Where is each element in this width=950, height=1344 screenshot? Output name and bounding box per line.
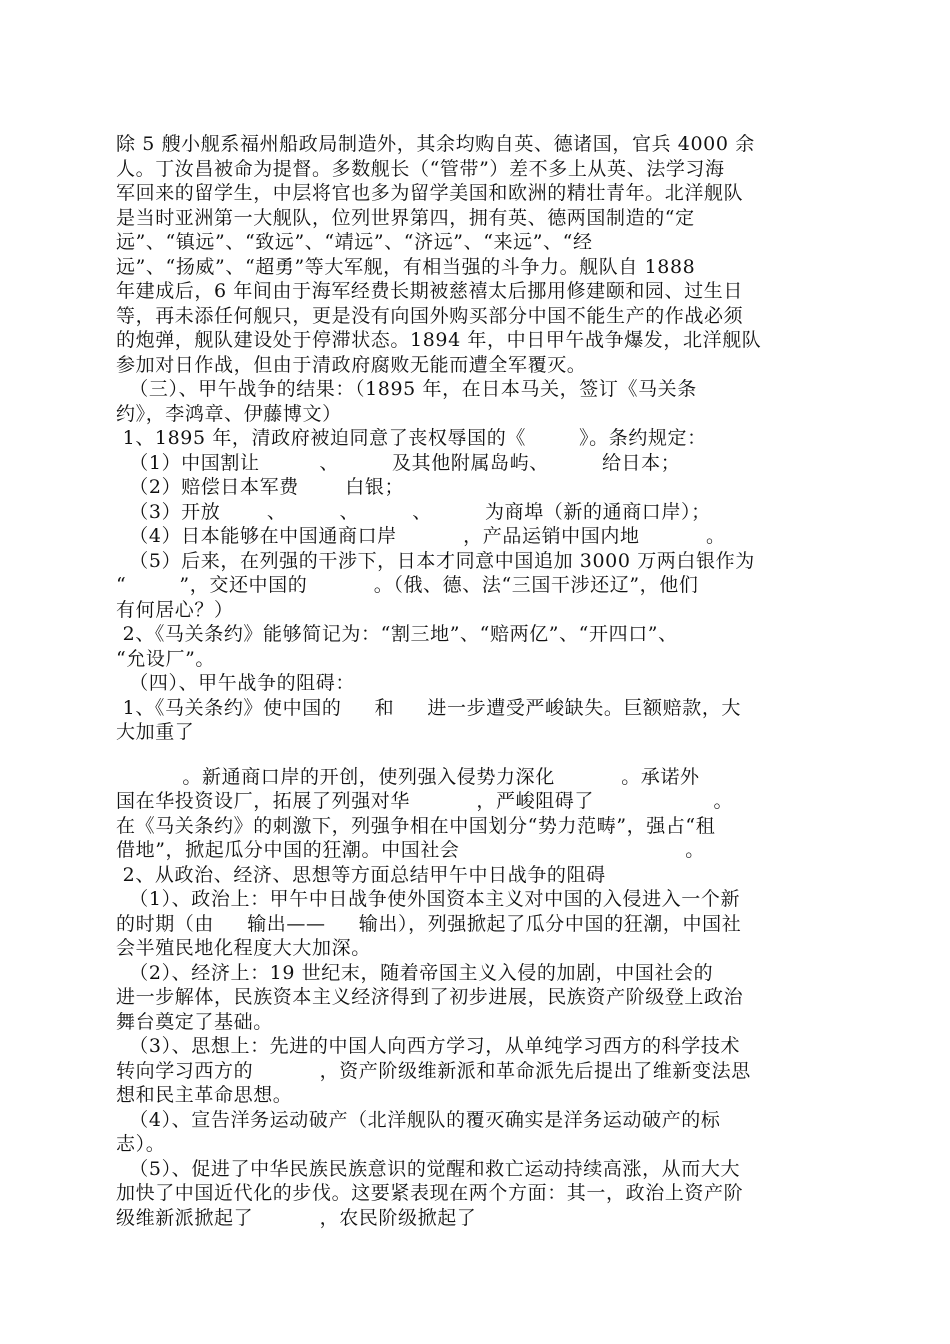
text-line: 等，再未添任何舰只，更是没有向国外购买部分中国不能生产的作战必须 xyxy=(116,304,744,327)
text-line: （3）、思想上：先进的中国人向西方学习，从单纯学习西方的科学技术 xyxy=(116,1035,741,1057)
text-line: 远”、“镇远”、“致远”、“靖远”、“济远”、“来远”、“经 xyxy=(116,231,593,253)
text-line: （1）中国割让 、 及其他附属岛屿、 给日本； xyxy=(116,451,681,474)
text-line: 1、1895 年，清政府被迫同意了丧权辱国的《 》。条约规定： xyxy=(116,427,707,449)
text-line: 进一步解体，民族资本主义经济得到了初步进展，民族资产阶级登上政治 xyxy=(116,986,744,1008)
text-line: 的炮弹，舰队建设处于停滞状态。1894 年，中日甲午战争爆发，北洋舰队 xyxy=(116,329,762,351)
text-line: “允设厂”。 xyxy=(116,647,216,670)
text-line: 有何居心？） xyxy=(116,598,234,621)
text-line: 军回来的留学生，中层将官也多为留学美国和欧洲的精壮青年。北洋舰队 xyxy=(116,182,744,204)
text-line: （5）后来，在列强的干涉下，日本才同意中国追加 3000 万两白银作为 xyxy=(116,549,755,572)
text-line: 加快了中国近代化的步伐。这要紧表现在两个方面：其一，政治上资产阶 xyxy=(116,1182,744,1204)
text-line: 2、《马关条约》能够简记为：“割三地”、“赔两亿”、“开四口”、 xyxy=(116,623,678,645)
text-line: 约》，李鸿章、伊藤博文） xyxy=(116,402,342,425)
text-line: 借地”，掀起瓜分中国的狂潮。中国社会 。 xyxy=(116,839,705,861)
line-gap xyxy=(116,745,836,765)
text-line: （三）、甲午战争的结果：（1895 年，在日本马关，签订《马关条 xyxy=(116,378,697,400)
text-line: （2）、经济上：19 世纪末，随着帝国主义入侵的加剧，中国社会的 xyxy=(116,961,714,984)
document-page xyxy=(116,132,836,1230)
text-line: 国在华投资设厂，拓展了列强对华 ，严峻阻碍了 。 xyxy=(116,790,734,812)
text-line: 参加对日作战，但由于清政府腐败无能而遭全军覆灭。 xyxy=(116,353,587,376)
text-line: 转向学习西方的 ，资产阶级维新派和革命派先后提出了维新变法思 xyxy=(116,1059,751,1082)
text-line: 在《马关条约》的刺激下，列强争相在中国划分“势力范畴”，强占“租 xyxy=(116,814,716,837)
text-line: （4）、宣告洋务运动破产（北洋舰队的覆灭确实是洋务运动破产的标 xyxy=(116,1108,721,1131)
text-line: 除 5 艘小舰系福州船政局制造外，其余均购自英、德诸国，官兵 4000 余 xyxy=(116,133,755,155)
text-line: 的时期（由 输出—— 输出），列强掀起了瓜分中国的狂潮，中国社 xyxy=(116,912,742,935)
text-line: （4）日本能够在中国通商口岸 ，产品运销中国内地 。 xyxy=(116,525,726,547)
text-line: 大加重了 xyxy=(116,721,195,743)
text-line: 级维新派掀起了 ，农民阶级掀起了 xyxy=(116,1206,477,1229)
text-line: 会半殖民地化程度大大加深。 xyxy=(116,937,371,959)
text-line: 年建成后，6 年间由于海军经费长期被慈禧太后挪用修建颐和园、过生日 xyxy=(116,280,743,302)
text-line: （1）、政治上：甲午中日战争使外国资本主义对中国的入侵进入一个新 xyxy=(116,888,741,910)
text-line: 志）。 xyxy=(116,1133,166,1155)
text-line: 是当时亚洲第一大舰队，位列世界第四，拥有英、德两国制造的“定 xyxy=(116,206,695,229)
text-line: 想和民主革命思想。 xyxy=(116,1084,293,1106)
text-line: （3）开放 、 、 、 为商埠（新的通商口岸）； xyxy=(116,500,711,523)
text-line: （四）、甲午战争的阻碍： xyxy=(116,672,355,694)
text-line: “ ”，交还中国的 。（俄、德、法“三国干涉还辽”，他们 xyxy=(116,574,699,596)
text-line: 远”、“扬威”、“超勇”等大军舰，有相当强的斗争力。舰队自 1888 xyxy=(116,255,696,278)
text-line: 。新通商口岸的开创，使列强入侵势力深化 。承诺外 xyxy=(116,765,700,788)
text-line: （2）赔偿日本军费 白银； xyxy=(116,476,405,498)
text-line: 舞台奠定了基础。 xyxy=(116,1010,273,1033)
text-line: （5）、促进了中华民族民族意识的觉醒和救亡运动持续高涨，从而大大 xyxy=(116,1157,741,1180)
text-line: 1、《马关条约》使中国的 和 进一步遭受严峻缺失。巨额赔款，大 xyxy=(116,696,742,719)
text-line: 人。丁汝昌被命为提督。多数舰长（“管带”）差不多上从英、法学习海 xyxy=(116,157,725,180)
text-line: 2、从政治、经济、思想等方面总结甲午中日战争的阻碍 xyxy=(116,863,606,886)
